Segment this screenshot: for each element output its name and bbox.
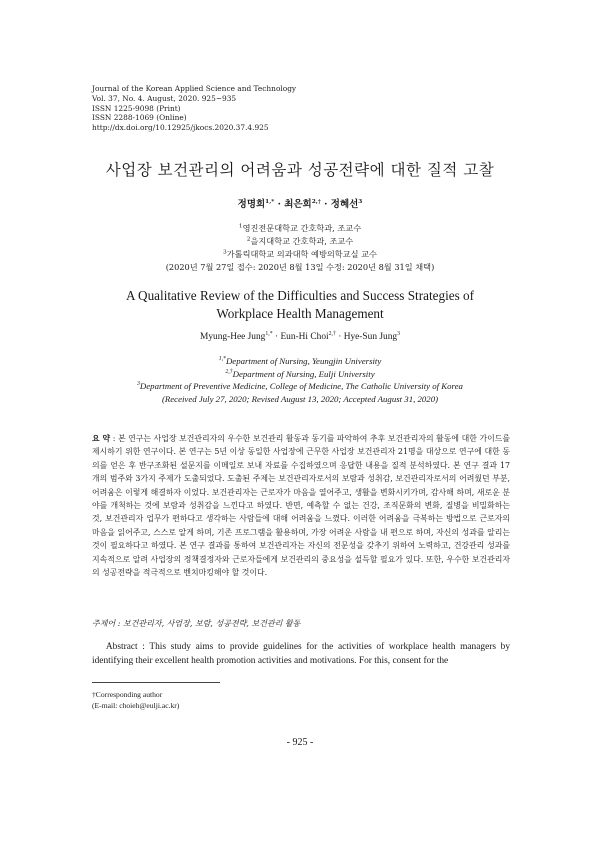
submission-dates-korean: (2020년 7월 27일 접수: 2020년 8월 13일 수정: 2020년 8월 31일 채택) [165, 262, 435, 272]
abstract-korean: 요 약 : 본 연구는 사업장 보건관리자의 우수한 보건관리 활동과 동기를 파악하여 추후 보건관리자의 활동에 대한 가이드를 제시하기 위한 연구이다. 본 연구는 5년 이상 동일한 사업장에 근무한 사업장 보건관리자 21명을 대상으로 연구에 대한 동의를 얻은 후 반구조화된 설문지를 이메일로 보내 자료를 수집하였으며 응답한 내용을 질적 분석하였다. 본 연구 결과 17개의 범주와 3가지 주제가 도출되었다. 도출된 주제는 보건관리자로서의 보람과 성취감, 보건관리자로서의 어려웠던 부분, 어려움은 이렇게 해결하자 이었다. 보건관리자는 근로자가 마음을 열어주고, 생활을 변화시키가며, 감사해 하며, 새로운 분야를 개척하는 것에 보람과 성취감을 느낀다고 하였다. 반면, 예측할 수 없는 건강, 조직문화의 변화, 질병을 비밀화하는 것, 보건관리자 업무가 편하다고 생각하는 사람들에 대해 어려움을 느꼈다. 이러한 어려움을 극복하는 방법으로 근로자의 마음을 읽어주고, 스스로 알게 하며, 기존 프로그램을 활용하며, 가장 어려운 사람을 내 편으로 하며, 자신의 성과를 알리는 것이 필요하다고 하였다. 본 연구 결과를 통하여 보건관리자는 자신의 전문성을 갖추기 위하여 노력하고, 건강관리 성과를 지속적으로 알려 사업장의 정책결정자와 근로자들에게 보건관리의 중요성을 설득할 필요가 있다. 또한, 우수한 보건관리자의 성공전략을 적극적으로 벤치마킹해야 할 것이다. [92, 434, 510, 578]
footnote [92, 689, 179, 711]
author-mark: 1,* [265, 198, 275, 205]
author-name: Eun-Hi Choi [280, 332, 329, 342]
journal-name: Journal of the Korean Applied Science and Technology [92, 84, 297, 93]
author-mark: 3 [358, 198, 363, 205]
author-name: 정명희 [237, 199, 266, 210]
page-number: - 925 - [286, 737, 314, 748]
journal-info [92, 84, 296, 133]
abstract-label: 요 약 [92, 434, 111, 443]
journal-volume: Vol. 37, No. 4. August, 2020. 925~935 [92, 93, 237, 103]
paper-title-korean: 사업장 보건관리의 어려움과 성공전략에 대한 질적 고찰 [105, 161, 495, 179]
affiliation-line [0, 368, 600, 381]
affiliation-text: 가톨릭대학교 의과대학 예방의학교실 교수 [226, 249, 377, 259]
affiliation-mark: 3 [223, 249, 227, 256]
affiliation-mark: 1 [238, 223, 243, 230]
author-separator: · [338, 332, 342, 342]
affiliation-mark: 2,† [225, 368, 233, 375]
footnote-divider [92, 682, 220, 683]
affiliation-mark: 3 [137, 381, 140, 388]
authors-english [0, 332, 600, 342]
affiliation-line [0, 222, 600, 235]
author-mark: 2,† [311, 198, 321, 205]
paper-title-english [0, 287, 600, 323]
affiliation-text: 을지대학교 간호학과, 조교수 [250, 236, 354, 246]
abstract-english: Abstract : This study aims to provide guidelines for the activities of workplace health managers by identifying their excellent health promotion activities and motivations. For this, consent for the [92, 642, 511, 667]
author-mark: 1,* [265, 330, 273, 337]
affiliation-text: Department of Nursing, Eulji University [232, 368, 375, 379]
author-name: 정혜선 [330, 199, 359, 210]
abstract-text: This study aims to provide guidelines for the activities of workplace health managers by identifying their excellent health promotion activities and motivations. For this, consent for the [92, 642, 511, 667]
affiliation-text: 영진전문대학교 간호학과, 조교수 [242, 223, 362, 233]
affiliation-line [0, 380, 600, 393]
affiliation-line [0, 248, 600, 261]
author-name: 최은희 [284, 199, 312, 210]
author-mark: 3 [397, 330, 400, 337]
abstract-text: 본 연구는 사업장 보건관리자의 우수한 보건관리 활동과 동기를 파악하여 추후 보건관리자의 활동에 대한 가이드를 제시하기 위한 연구이다. 본 연구는 5년 이상 동일한 사업장에 근무한 사업장 보건관리자 21명을 대상으로 연구에 대한 동의를 얻은 후 반구조화된 설문지를 이메일로 보내 자료를 수집하였으며 응답한 내용을 질적 분석하였다. 본 연구 결과 17개의 범주와 3가지 주제가 도출되었다. 도출된 주제는 보건관리자로서의 보람과 성취감, 보건관리자로서의 어려웠던 부분, 어려움은 이렇게 해결하자 이었다. 보건관리자는 근로자가 마음을 열어주고, 생활을 변화시키가며, 감사해 하며, 새로운 분야를 개척하는 것에 보람과 성취감을 느낀다고 하였다. 반면, 예측할 수 없는 건강, 조직문화의 변화, 질병을 비밀화하는 것, 보건관리자 업무가 편하다고 생각하는 사람들에 대해 어려움을 느꼈다. 이러한 어려움을 극복하는 방법으로 근로자의 마음을 읽어주고, 스스로 알게 하며, 기존 프로그램을 활용하며, 가장 어려운 사람을 내 편으로 하며, 자신의 성과를 알리는 것이 필요하다고 하였다. 본 연구 결과를 통하여 보건관리자는 자신의 전문성을 갖추기 위하여 노력하고, 건강관리 성과를 지속적으로 알려 사업장의 정책결정자와 근로자들에게 보건관리의 중요성을 설득할 필요가 있다. 또한, 우수한 보건관리자의 성공전략을 적극적으로 벤치마킹해야 할 것이다. [92, 434, 510, 578]
affiliations-english [0, 355, 600, 405]
title-en-line: A Qualitative Review of the Difficulties and Success Strategies of [125, 288, 475, 303]
author-separator: · [277, 199, 281, 210]
affiliations-korean [0, 222, 600, 274]
authors-korean [0, 196, 600, 210]
author-separator: · [324, 199, 328, 210]
author-separator: · [274, 332, 279, 342]
affiliation-line [0, 235, 600, 248]
journal-issn-online: ISSN 2288-1069 (Online) [92, 113, 187, 123]
affiliation-mark: 2 [246, 236, 251, 243]
affiliation-text: Department of Nursing, Yeungjin University [225, 356, 382, 366]
submission-dates-english: (Received July 27, 2020; Revised August 13, 2020; Accepted August 31, 2020) [161, 393, 439, 404]
keywords-korean: 주제어 : 보건관리자, 사업장, 보람, 성공전략, 보건관리 활동 [92, 619, 301, 628]
author-name: Myung-Hee Jung [200, 332, 266, 342]
author-mark: 2,† [328, 330, 336, 337]
corresponding-author: †Corresponding author [92, 690, 163, 699]
affiliation-text: Department of Preventive Medicine, College of Medicine, The Catholic University of Korea [139, 381, 463, 392]
title-en-line: Workplace Health Management [216, 306, 384, 321]
abstract-label: Abstract [105, 642, 138, 652]
author-name: Hye-Sun Jung [343, 332, 398, 342]
journal-doi-link[interactable]: http://dx.doi.org/10.12925/jkocs.2020.37.4.925 [92, 123, 269, 133]
journal-issn-print: ISSN 1225-9098 (Print) [92, 103, 181, 113]
corresponding-email: (E-mail: choieh@eulji.ac.kr) [92, 701, 180, 710]
affiliation-mark: 1,* [218, 356, 226, 363]
affiliation-line [0, 355, 600, 368]
